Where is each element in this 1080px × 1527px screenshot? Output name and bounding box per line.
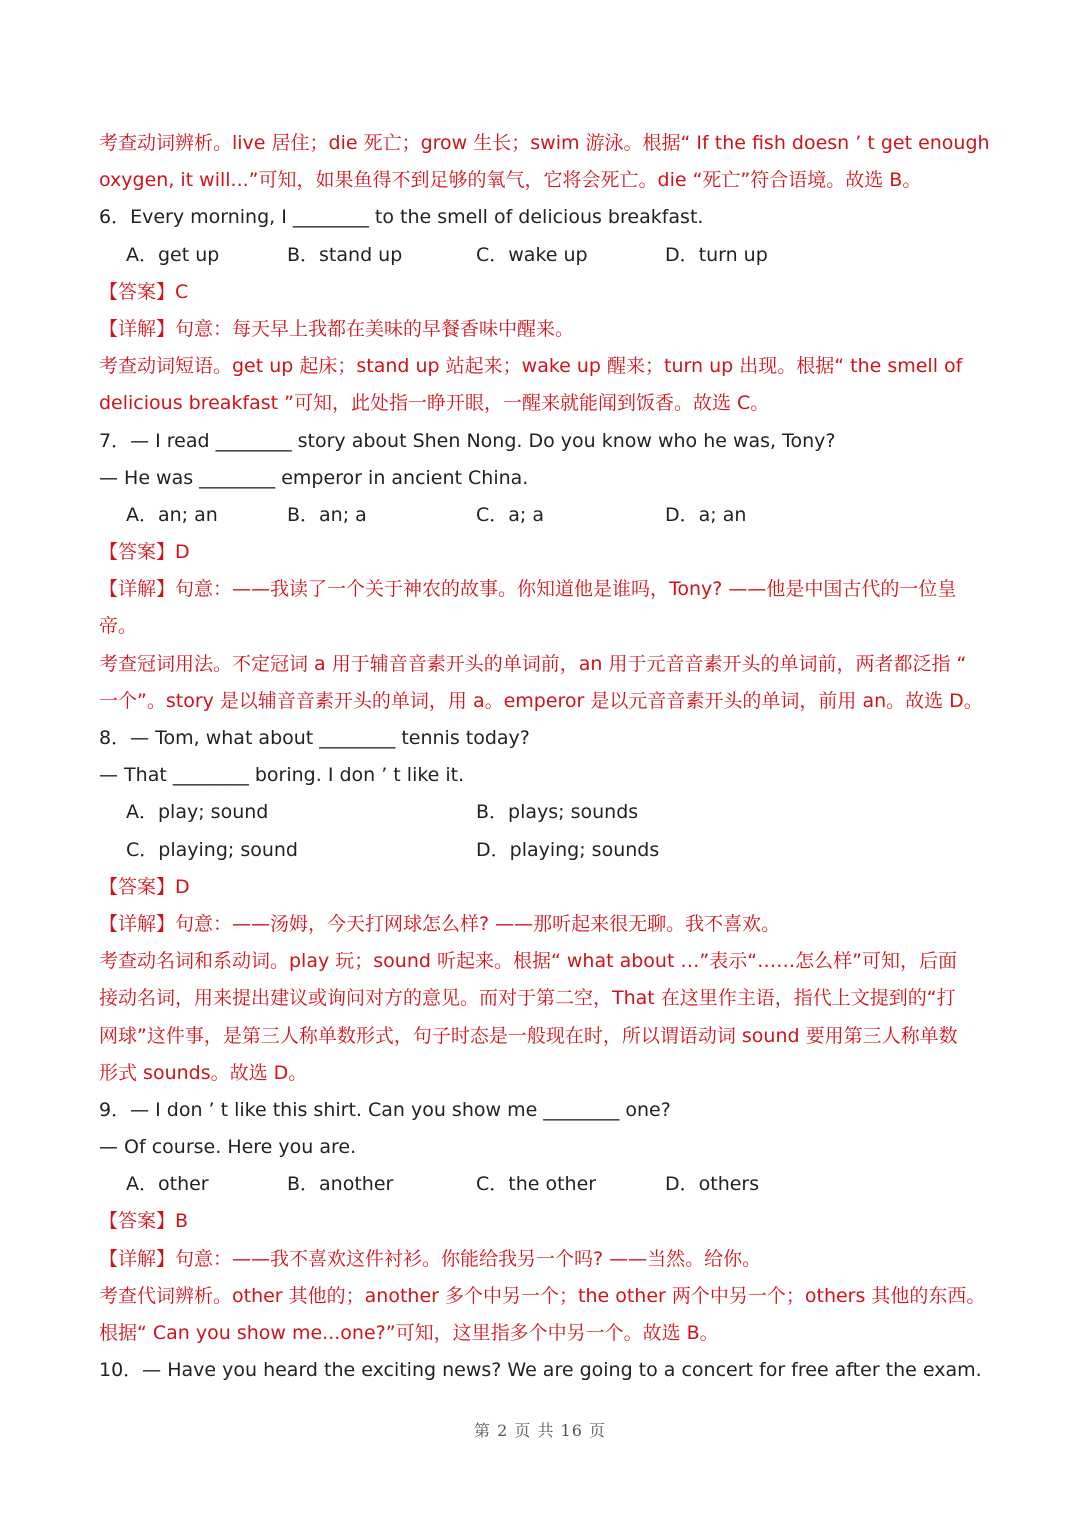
option-choice: A．an; an (126, 503, 218, 526)
explanation-line: 网球”这件事，是第三人称单数形式，句子时态是一般现在时，所以谓语动词 sound 要用第三人称单数 (99, 1024, 958, 1047)
explanation-line: 考查动词辨析。live 居住；die 死亡；grow 生长；swim 游泳。根据“ If the fish doesn ’ t get enough (99, 132, 990, 154)
option-choice: B．plays; sounds (476, 801, 639, 824)
question-line: 8．— Tom, what about ________ tennis today? (99, 727, 530, 749)
option-choice: D．turn up (665, 243, 768, 266)
explanation-line: 考查代词辨析。other 其他的；another 多个中另一个；the other 两个中另一个；others 其他的东西。 (99, 1284, 986, 1307)
question-line: — Of course. Here you are. (99, 1136, 357, 1159)
option-choice: B．an; a (287, 503, 367, 526)
options-row (99, 832, 989, 869)
option-choice: C．the other (476, 1173, 597, 1196)
option-choice: C．wake up (476, 243, 588, 266)
question-line: 9．— I don ’ t like this shirt. Can you show me ________ one? (99, 1098, 671, 1121)
explanation-line: 【答案】D (99, 875, 190, 898)
option-choice: A．play; sound (126, 801, 269, 824)
option-choice: B．stand up (287, 243, 403, 266)
explanation-line: 形式 sounds。故选 D。 (99, 1061, 308, 1084)
option-choice: D．a; an (665, 503, 747, 526)
options-row (99, 1166, 989, 1203)
option-choice: A．get up (126, 243, 220, 266)
question-line: — He was ________ emperor in ancient China. (99, 466, 529, 489)
options-row (99, 237, 989, 274)
explanation-line: 接动名词，用来提出建议或询问对方的意见。而对于第二空，That 在这里作主语，指代上文提到的“打 (99, 987, 956, 1010)
explanation-line: 【详解】句意：——我不喜欢这件衬衫。你能给我另一个吗? ——当然。给你。 (99, 1247, 762, 1270)
question-line: 6．Every morning, I ________ to the smell of delicious breakfast. (99, 206, 704, 229)
option-choice: C．a; a (476, 503, 544, 526)
explanation-line: 考查冠词用法。不定冠词 a 用于辅音音素开头的单词前，an 用于元音音素开头的单词前，两者都泛指 “ (99, 652, 967, 675)
option-choice: B．another (287, 1173, 394, 1196)
explanation-line: 【详解】句意：——汤姆，今天打网球怎么样? ——那听起来很无聊。我不喜欢。 (99, 912, 781, 935)
explanation-line: oxygen, it will...”可知，如果鱼得不到足够的氧气，它将会死亡。die “死亡”符合语境。故选 B。 (99, 169, 922, 192)
option-choice: C．playing; sound (126, 838, 298, 861)
option-choice: A．other (126, 1173, 209, 1196)
explanation-line: 考查动名词和系动词。play 玩；sound 听起来。根据“ what about …”表示“……怎么样”可知，后面 (99, 950, 957, 973)
explanation-line: 帝。 (99, 615, 138, 638)
question-line: 10．— Have you heard the exciting news? We are going to a concert for free after the exam. (99, 1359, 982, 1382)
explanation-line: 【答案】C (99, 280, 189, 303)
question-line: 7．— I read ________ story about Shen Nong. Do you know who he was, Tony? (99, 429, 836, 452)
explanation-line: 考查动词短语。get up 起床；stand up 站起来；wake up 醒来；turn up 出现。根据“ the smell of (99, 355, 963, 378)
explanation-line: 【答案】B (99, 1210, 189, 1233)
options-row (99, 794, 989, 831)
explanation-line: 【答案】D (99, 541, 190, 564)
option-choice: D．others (665, 1173, 760, 1196)
page-footer: 第 2 页 共 16 页 (474, 1421, 606, 1440)
question-line: — That ________ boring. I don ’ t like it. (99, 764, 465, 787)
explanation-line: 根据“ Can you show me...one?”可知，这里指多个中另一个。故选 B。 (99, 1322, 719, 1344)
explanation-line: 一个”。story 是以辅音音素开头的单词，用 a。emperor 是以元音音素开头的单词，前用 an。故选 D。 (99, 689, 983, 712)
page-content (99, 125, 989, 1389)
options-row (99, 497, 989, 534)
explanation-line: 【详解】句意：每天早上我都在美味的早餐香味中醒来。 (99, 317, 575, 340)
explanation-line: delicious breakfast ”可知，此处指一睁开眼，一醒来就能闻到饭香。故选 C。 (99, 392, 770, 415)
explanation-line: 【详解】句意：——我读了一个关于神农的故事。你知道他是谁吗，Tony? ——他是中国古代的一位皇 (99, 578, 957, 601)
option-choice: D．playing; sounds (476, 838, 660, 861)
